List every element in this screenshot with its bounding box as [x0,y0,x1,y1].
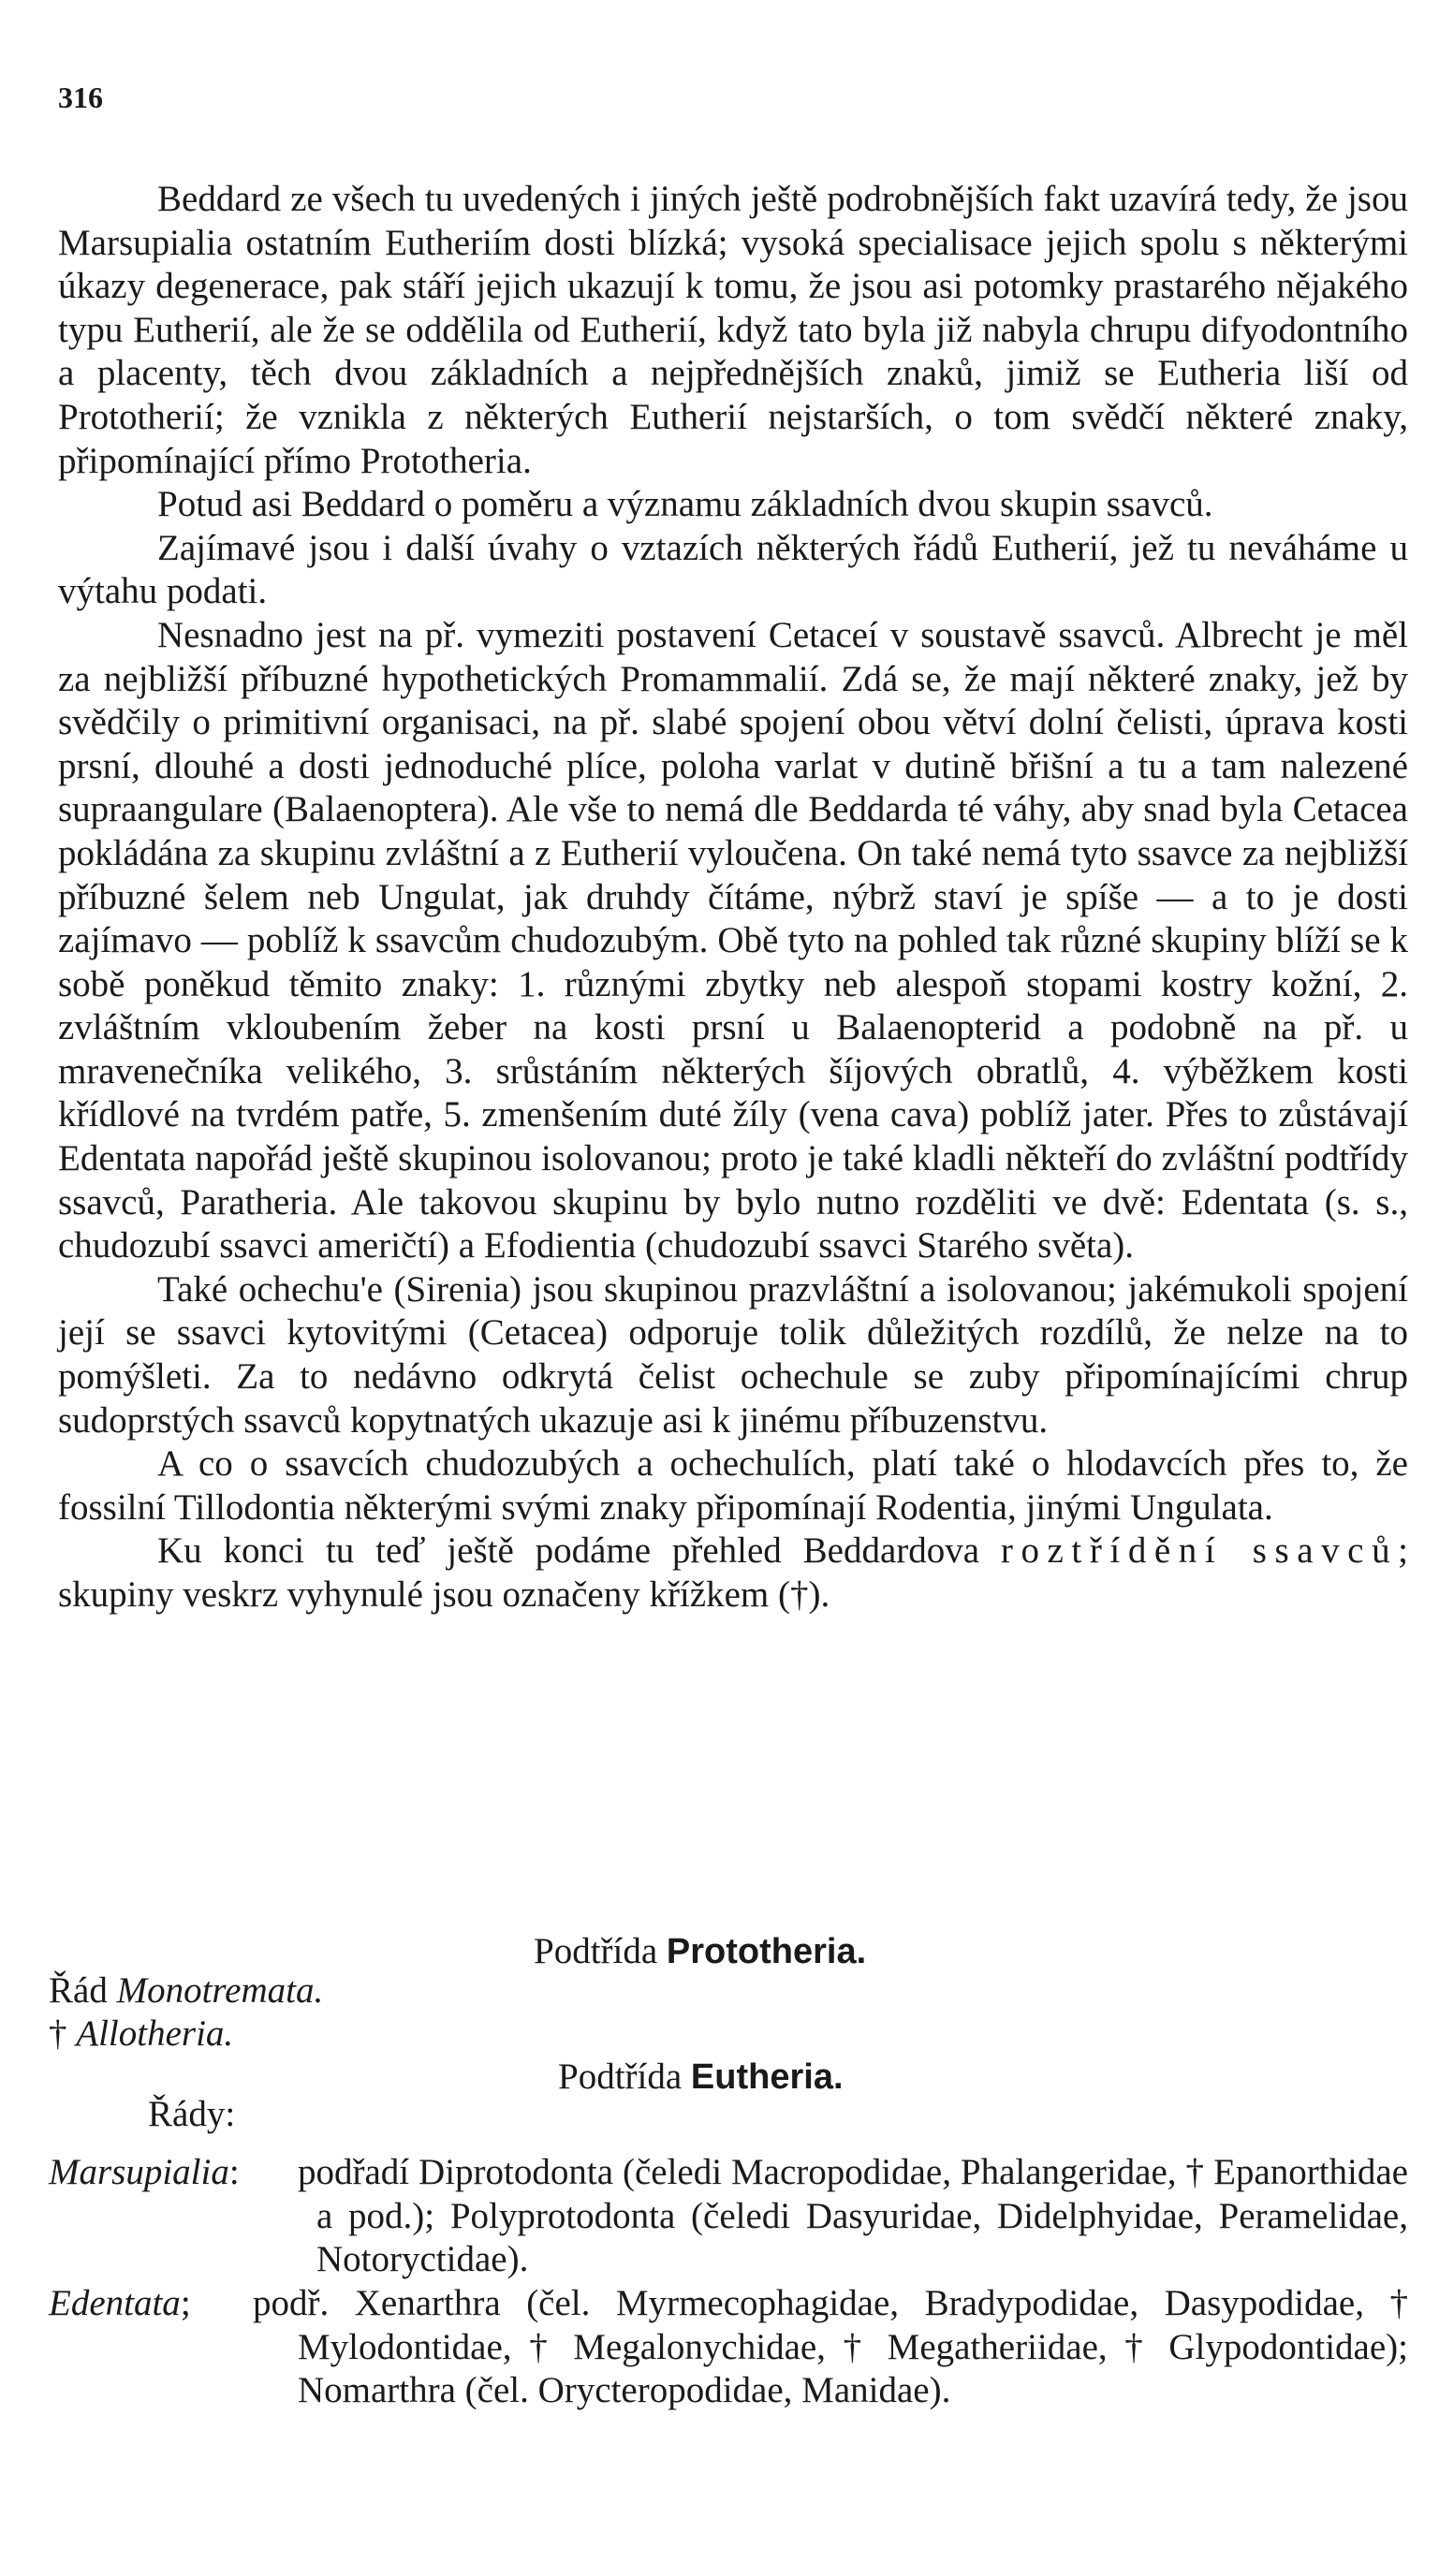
paragraph: Beddard ze všech tu uvedených i jiných ještě podrobnějších fakt uzavírá tedy, že jsou Marsupialia ostatním Eutheriím dosti blízká; vysoká specialisace jejich spolu s některými úkazy degenerace, pak stáří jejich ukazují k tomu, že jsou asi potomky prastarého nějakého typu Eutherií, ale že se oddělila od Eutherií, když tato byla již nabyla chrupu difyodontního a placenty, těch dvou základních a nejpřednějších znaků, jimiž se Eutheria liší od Prototherií; že vznikla z některých Eutherií nejstarších, o tom svědčí některé znaky, připomínající přímo Prototheria. [58,179,1408,481]
subclass-heading-eutheria [558,2056,844,2099]
order-monotremata [49,1969,323,2012]
orders-label: Řády: [148,2094,236,2134]
subclass-heading-prototheria [534,1930,866,1973]
subclass-label: Podtřída [534,1931,658,1971]
order-entry-label [49,2282,191,2326]
main-text [58,178,1408,1617]
order-prefix: Řád [49,1970,108,2011]
order-allotheria [49,2012,233,2056]
subclass-name: Prototheria. [666,1932,867,1971]
paragraph: Také ochechu'e (Sirenia) jsou skupinou prazvláštní a isolovanou; jakémukoli spojení její se ssavci kytovitými (Cetacea) odporuje tolik důležitých rozdílů, že nelze na to pomýšleti. Za to nedávno odkrytá čelist ochechule se zuby připomínajícími chrup sudoprstých ssavců kopytnatých ukazuje asi k jinému příbuzenstvu. [58,1268,1408,1441]
paragraph-summary [58,1530,1408,1617]
summary-spaced-term: roztřídění ssavců [1000,1530,1399,1572]
paragraph: Potud asi Beddard o poměru a významu základních dvou skupin ssavců. [157,484,1213,525]
order-entry-separator: ; [180,2283,191,2323]
subclass-name: Eutheria. [690,2057,844,2097]
order-entry-label [49,2151,240,2195]
order-prefix: † [49,2013,67,2054]
paragraph: Zajímavé jsou i další úvahy o vztazích některých řádů Eutherií, jež tu neváháme u výtahu podati. [58,527,1408,612]
order-entry-separator: : [228,2152,240,2192]
subclass-label: Podtřída [558,2056,683,2097]
summary-text-before: Ku konci tu teď ještě podáme přehled Beddardova [157,1530,1001,1572]
order-entry-text: podřadí Diprotodonta (čeledi Macropodidae, Phalangeridae, † Epanorthidae a pod.); Polyprotodonta (čeledi Dasyuridae, Didelphyidae, Peramelidae, Notoryctidae). [298,2152,1408,2280]
page-number: 316 [58,80,103,114]
order-entry-name: Marsupialia [49,2152,229,2192]
order-entry-name: Edentata [49,2283,181,2323]
summary-text-after: ; skupiny veskrz vyhynulé jsou označeny křížkem (†). [58,1530,1408,1615]
order-name: Allotheria. [76,2013,234,2054]
order-entry-marsupialia [49,2151,1408,2282]
order-entry-text: podř. Xenarthra (čel. Myrmecophagidae, Bradypodidae, Dasypodidae, † Mylodontidae, † Megalonychidae, † Megatheriidae, † Glypodontidae); Nomarthra (čel. Orycteropodidae, Manidae). [253,2283,1408,2411]
order-entry-edentata [49,2282,1408,2413]
order-name: Monotremata. [116,1970,324,2011]
paragraph: A co o ssavcích chudozubých a ochechulích, platí také o hlodavcích přes to, že fossilní Tillodontia některými svými znaky připomínají Rodentia, jinými Ungulata. [58,1443,1408,1528]
paragraph: Nesnadno jest na př. vymeziti postavení Cetaceí v soustavě ssavců. Albrecht je měl za nejbližší příbuzné hypothetických Promammalií. Zdá se, že mají některé znaky, jež by svědčily o primitivní organisaci, na př. slabé spojení obou větví dolní čelisti, úprava kosti prsní, dlouhé a dosti jednoduché plíce, poloha varlat v dutině břišní a tu a tam nalezené supraangulare (Balaenoptera). Ale vše to nemá dle Beddarda té váhy, aby snad byla Cetacea pokládána za skupinu zvláštní a z Eutherií vyloučena. On také nemá tyto ssavce za nejbližší příbuzné šelem neb Ungulat, jak druhdy čítáme, nýbrž staví je spíše — a to je dosti zajímavo — poblíž k ssavcům chudozubým. Obě tyto na pohled tak různé skupiny blíží se k sobě poněkud těmito znaky: 1. různými zbytky neb alespoň stopami kostry kožní, 2. zvláštním vkloubením žeber na kosti prsní u Balaenopterid a podobně na př. u mravenečníka velikého, 3. srůstáním některých šíjových obratlů, 4. výběžkem kosti křídlové na tvrdém patře, 5. zmenšením duté žíly (vena cava) poblíž jater. Přes to zůstávají Edentata napořád ještě skupinou isolovanou; proto je také kladli někteří do zvláštní podtřídy ssavců, Paratheria. Ale takovou skupinu by bylo nutno rozděliti ve dvě: Edentata (s. s., chudozubí ssavci američtí) a Efodientia (chudozubí ssavci Starého světa). [58,614,1408,1266]
